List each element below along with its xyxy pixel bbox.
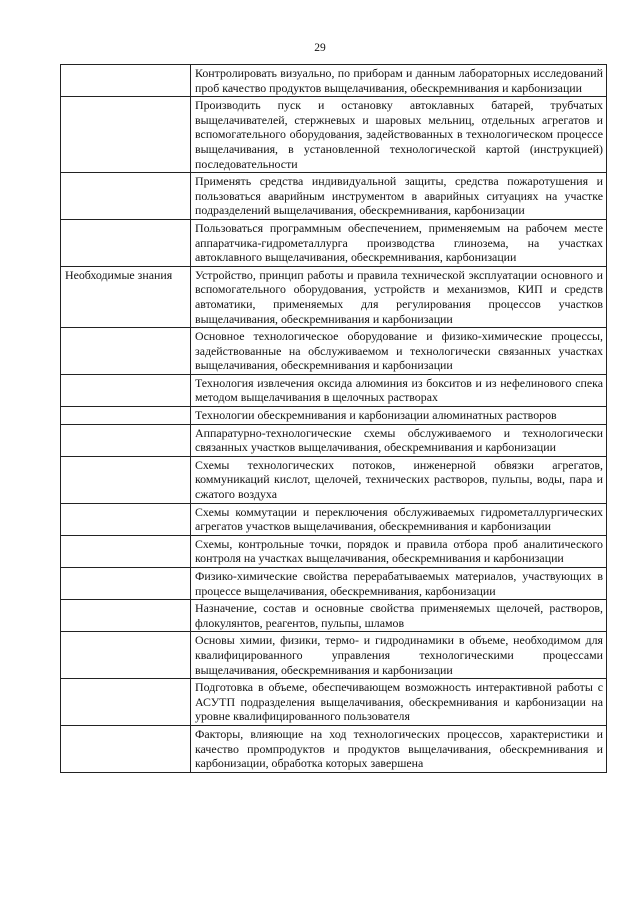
- label-cell: [61, 65, 191, 97]
- label-cell: [61, 632, 191, 679]
- skill-cell: Пользоваться программным обеспечением, применяемым на рабочем месте аппаратчика-гидрометаллурга производства глинозема, на участках автоклавного выщелачивания, обескремнивания, карбонизации: [191, 219, 607, 266]
- table-row: [61, 219, 607, 266]
- page-number: 29: [314, 42, 326, 54]
- table-row: [61, 97, 607, 173]
- knowledge-cell: Подготовка в объеме, обеспечивающем возможность интерактивной работы с АСУТП подразделения выщелачивания, обескремнивания и карбонизации на уровне квалифицированного пользователя: [191, 679, 607, 726]
- label-cell: [61, 407, 191, 425]
- label-cell: [61, 535, 191, 567]
- qualification-table: [60, 64, 607, 773]
- knowledge-cell: Основное технологическое оборудование и физико-химические процессы, задействованные на обслуживаемом и технологически связанных участках выщелачивания, обескремнивания и карбонизации: [191, 328, 607, 375]
- label-cell: [61, 219, 191, 266]
- label-cell: [61, 424, 191, 456]
- skill-cell: Контролировать визуально, по приборам и данным лабораторных исследований проб качество продуктов выщелачивания, обескремнивания и карбонизации: [191, 65, 607, 97]
- table-row: [61, 568, 607, 600]
- table-row: [61, 456, 607, 503]
- knowledge-cell: Аппаратурно-технологические схемы обслуживаемого и технологически связанных участков выщелачивания, обескремнивания и карбонизации: [191, 424, 607, 456]
- knowledge-cell: Схемы коммутации и переключения обслуживаемых гидрометаллургических агрегатов участков выщелачивания, обескремнивания и карбонизации: [191, 503, 607, 535]
- knowledge-cell: Схемы, контрольные точки, порядок и правила отбора проб аналитического контроля на участках выщелачивания, обескремнивания и карбонизации: [191, 535, 607, 567]
- knowledge-cell: Технология извлечения оксида алюминия из бокситов и из нефелинового спека методом выщелачивания в щелочных растворах: [191, 374, 607, 406]
- knowledge-cell: Физико-химические свойства перерабатываемых материалов, участвующих в процессе выщелачивания, обескремнивания, карбонизации: [191, 568, 607, 600]
- table-row: [61, 632, 607, 679]
- knowledge-cell: Устройство, принцип работы и правила технической эксплуатации основного и вспомогательного оборудования, устройств и механизмов, КИП и средств автоматики, применяемых для регулирования процессов участков выщелачивания, обескремнивания и карбонизации: [191, 266, 607, 327]
- label-cell: [61, 456, 191, 503]
- table-row: [61, 328, 607, 375]
- label-cell: [61, 568, 191, 600]
- table-row: [61, 173, 607, 220]
- skill-cell: Применять средства индивидуальной защиты, средства пожаротушения и пользоваться аварийным инструментом в аварийных ситуациях на участке подразделений выщелачивания, обескремнивания, карбонизации: [191, 173, 607, 220]
- skill-cell: Производить пуск и остановку автоклавных батарей, трубчатых выщелачивателей, стержневых и шаровых мельниц, отдельных агрегатов и вспомогательного оборудования, задействованных в технологическом процессе выщелачивания, в установленной технологической картой (инструкцией) последовательности: [191, 97, 607, 173]
- label-cell: [61, 328, 191, 375]
- knowledge-label-cell: [61, 266, 191, 327]
- table-row: [61, 424, 607, 456]
- label-cell: [61, 679, 191, 726]
- knowledge-cell: Основы химии, физики, термо- и гидродинамики в объеме, необходимом для квалифицированного управления технологическими процессами выщелачивания, обескремнивания и карбонизации: [191, 632, 607, 679]
- table-row: [61, 266, 607, 327]
- table-row: [61, 407, 607, 425]
- label-cell: [61, 97, 191, 173]
- table-row: [61, 65, 607, 97]
- label-cell: [61, 503, 191, 535]
- label-cell: [61, 173, 191, 220]
- knowledge-label: Необходимые знания: [65, 267, 173, 282]
- knowledge-cell: Факторы, влияющие на ход технологических процессов, характеристики и качество промпродуктов и продуктов выщелачивания, обескремнивания и карбонизации, обработка которых завершена: [191, 725, 607, 772]
- table-row: [61, 503, 607, 535]
- table-row: [61, 535, 607, 567]
- table-row: [61, 725, 607, 772]
- knowledge-cell: Назначение, состав и основные свойства применяемых щелочей, растворов, флокулянтов, реагентов, пульпы, шламов: [191, 600, 607, 632]
- label-cell: [61, 725, 191, 772]
- label-cell: [61, 374, 191, 406]
- knowledge-cell: Технологии обескремнивания и карбонизации алюминатных растворов: [191, 407, 607, 425]
- knowledge-cell: Схемы технологических потоков, инженерной обвязки агрегатов, коммуникаций кислот, щелочей, технических растворов, пульпы, воды, пара и сжатого воздуха: [191, 456, 607, 503]
- table-row: [61, 374, 607, 406]
- table-row: [61, 679, 607, 726]
- label-cell: [61, 600, 191, 632]
- table-row: [61, 600, 607, 632]
